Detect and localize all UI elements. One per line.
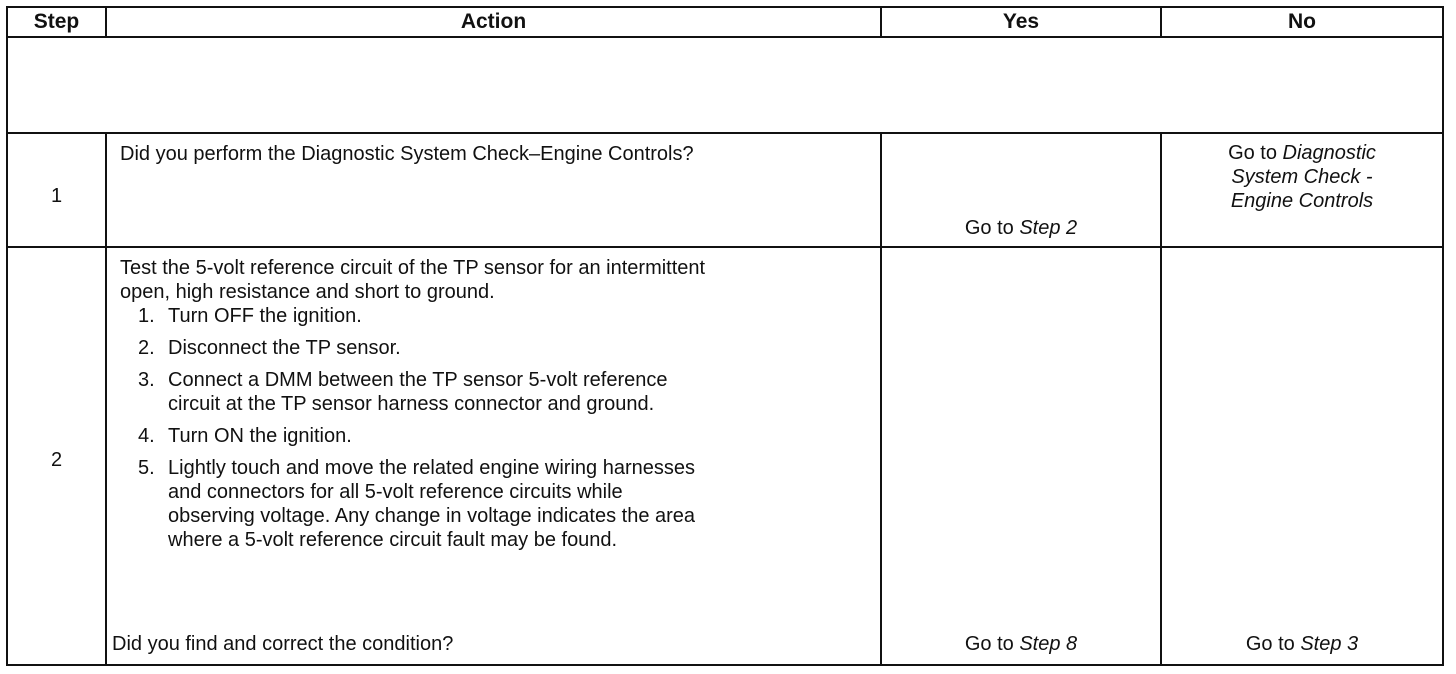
- yes-cell-2: [882, 632, 1160, 656]
- row-divider: [8, 132, 1442, 134]
- blank-row: [8, 38, 1442, 132]
- action-question-2: Did you find and correct the condition?: [112, 633, 454, 655]
- substep-item: [116, 336, 856, 360]
- yes-link-step-2[interactable]: Step 2: [1019, 217, 1078, 239]
- substep-list: [116, 304, 856, 560]
- substep-number: 2.: [138, 337, 155, 359]
- substep-number: 3.: [138, 369, 155, 391]
- yes-cell-1: [882, 216, 1160, 240]
- substep-number: 5.: [138, 457, 155, 479]
- intro-line: open, high resistance and short to ground.: [120, 281, 495, 303]
- substep-item: [116, 368, 856, 416]
- substep-number: 1.: [138, 305, 155, 327]
- substep-item: [116, 304, 856, 328]
- substep-text: where a 5-volt reference circuit fault may be found.: [168, 529, 618, 551]
- no-prefix: Go to: [1228, 142, 1283, 164]
- step-number-2: 2: [50, 449, 63, 471]
- substep-text: Lightly touch and move the related engine wiring harnesses: [168, 457, 695, 479]
- no-cell-1: [1162, 141, 1442, 213]
- yes-link-step-8[interactable]: Step 8: [1019, 633, 1078, 655]
- substep-text: and connectors for all 5-volt reference circuits while: [168, 481, 623, 503]
- substep-text: observing voltage. Any change in voltage indicates the area: [168, 505, 696, 527]
- no-link-step-3[interactable]: Step 3: [1300, 633, 1359, 655]
- substep-number: 4.: [138, 425, 155, 447]
- header-yes: Yes: [1002, 10, 1040, 33]
- substep-text: Connect a DMM between the TP sensor 5-volt reference: [168, 369, 668, 391]
- substep-item: [116, 456, 856, 552]
- no-link-system-check[interactable]: System Check -: [1231, 166, 1373, 188]
- yes-prefix: Go to: [964, 217, 1020, 239]
- no-link-diagnostic[interactable]: Diagnostic: [1282, 142, 1376, 164]
- substep-text: Disconnect the TP sensor.: [168, 337, 401, 359]
- no-link-engine-controls[interactable]: Engine Controls: [1230, 190, 1374, 212]
- substep-text: Turn ON the ignition.: [168, 425, 352, 447]
- substep-item: [116, 424, 856, 448]
- no-cell-2: [1162, 632, 1442, 656]
- row-divider: [8, 246, 1442, 248]
- yes-prefix: Go to: [964, 633, 1020, 655]
- header-no: No: [1288, 10, 1316, 33]
- intro-line: Test the 5-volt reference circuit of the TP sensor for an intermittent: [120, 257, 706, 279]
- action-intro-2: [120, 256, 876, 304]
- header-action: Action: [460, 10, 527, 33]
- substep-text: circuit at the TP sensor harness connector and ground.: [168, 393, 655, 415]
- step-number-1: 1: [50, 185, 63, 207]
- substep-text: Turn OFF the ignition.: [168, 305, 362, 327]
- no-prefix: Go to: [1245, 633, 1301, 655]
- header-step: Step: [33, 10, 80, 33]
- action-text-1: Did you perform the Diagnostic System Check–Engine Controls?: [120, 143, 694, 165]
